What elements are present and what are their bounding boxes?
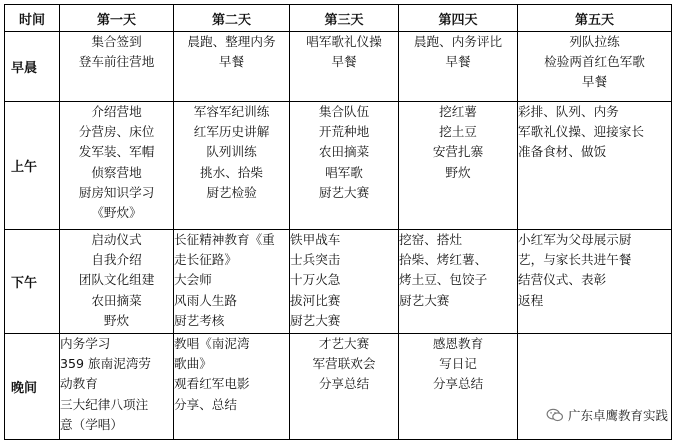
row-pm — [5, 230, 672, 334]
row-am — [5, 102, 672, 230]
period-pm: 下午 — [5, 230, 60, 334]
cell-line: 分享总结 — [432, 376, 484, 392]
cell-line: 团队文化组建 — [78, 272, 155, 288]
cell-line: 启动仪式 — [91, 232, 142, 247]
cell-morning-day2 — [174, 32, 290, 102]
cell-line: 分营房、床位 — [78, 124, 155, 140]
header-row — [5, 5, 672, 32]
cell-line: 唱军歌礼仪操 — [306, 34, 382, 49]
cell-line: 发军装、军帽 — [78, 144, 155, 160]
cell-line: 感恩教育 — [432, 336, 484, 351]
cell-line: 十万火急 — [290, 272, 341, 288]
header-day5: 第五天 — [518, 5, 672, 32]
cell-line: 大会师 — [174, 272, 212, 288]
cell-line: 《野炊》 — [91, 205, 142, 221]
cell-line: 359 旅南泥湾劳 — [60, 356, 152, 372]
cell-am-day1 — [60, 102, 174, 230]
cell-am-day5 — [518, 102, 672, 230]
cell-line: 军营联欢会 — [312, 356, 376, 372]
cell-line: 意（学唱） — [60, 416, 123, 432]
cell-line: 红军历史讲解 — [193, 124, 270, 140]
cell-line: 风雨人生路 — [174, 292, 237, 308]
cell-line: 集合队伍 — [318, 104, 370, 119]
wechat-icon — [546, 408, 564, 422]
cell-evening-day2 — [174, 334, 290, 440]
period-am: 上午 — [5, 102, 60, 230]
cell-morning-day4 — [399, 32, 518, 102]
cell-line: 拾柴、烤红薯、 — [399, 252, 488, 268]
header-time: 时间 — [5, 5, 60, 32]
cell-line: 检验两首红色军歌 — [544, 54, 645, 70]
cell-line: 早餐 — [218, 54, 245, 70]
cell-line: 彩排、队列、内务 — [518, 104, 619, 119]
schedule-table — [4, 4, 672, 440]
cell-pm-day5 — [518, 230, 672, 334]
cell-line: 厨房知识学习 — [78, 184, 155, 200]
cell-line: 写日记 — [439, 356, 477, 372]
cell-line: 三大纪律八项注 — [60, 396, 149, 412]
cell-line: 唱军歌 — [325, 164, 363, 180]
header-day4: 第四天 — [399, 5, 518, 32]
cell-line: 介绍营地 — [91, 104, 142, 119]
cell-line: 铁甲战车 — [290, 232, 341, 247]
cell-morning-day1 — [60, 32, 174, 102]
cell-line: 早餐 — [581, 74, 608, 90]
cell-line: 挑水、拾柴 — [200, 164, 263, 180]
cell-line: 集合签到 — [91, 34, 142, 49]
cell-line: 厨艺大赛 — [399, 292, 450, 308]
cell-am-day2 — [174, 102, 290, 230]
cell-line: 内务学习 — [60, 336, 111, 351]
cell-line: 挖土豆 — [439, 124, 477, 140]
cell-line: 挖红薯 — [439, 104, 477, 119]
cell-line: 走长征路》 — [174, 252, 237, 268]
cell-evening-day1 — [60, 334, 174, 440]
cell-line: 登车前往营地 — [78, 54, 155, 70]
cell-line: 烤土豆、包饺子 — [399, 272, 488, 288]
cell-pm-day3 — [290, 230, 399, 334]
watermark-text: 广东卓鹰教育实践 — [567, 408, 668, 423]
cell-pm-day2 — [174, 230, 290, 334]
period-morning: 早晨 — [5, 32, 60, 102]
cell-evening-day3 — [290, 334, 399, 440]
cell-line: 野炊 — [445, 164, 471, 180]
cell-line: 晨跑、内务评比 — [413, 34, 503, 49]
cell-line: 自我介绍 — [91, 252, 142, 268]
cell-morning-day5 — [518, 32, 672, 102]
cell-line: 早餐 — [331, 54, 357, 70]
header-day1: 第一天 — [60, 5, 174, 32]
cell-line: 侦察营地 — [91, 164, 142, 180]
cell-line: 拔河比赛 — [290, 292, 341, 308]
cell-line: 队列训练 — [206, 144, 257, 160]
cell-line: 军容军纪训练 — [193, 104, 270, 119]
cell-line: 厨艺检验 — [206, 184, 257, 200]
period-evening: 晚间 — [5, 334, 60, 440]
cell-line: 分享、总结 — [174, 396, 237, 412]
cell-line: 农田摘菜 — [318, 144, 370, 160]
cell-evening-day4 — [399, 334, 518, 440]
cell-am-day3 — [290, 102, 399, 230]
cell-line: 观看红军电影 — [174, 376, 250, 392]
cell-line: 军歌礼仪操、迎接家长 — [518, 124, 644, 140]
cell-line: 厨艺大赛 — [318, 184, 370, 200]
cell-line: 挖窑、搭灶 — [399, 232, 462, 247]
cell-line: 野炊 — [103, 312, 130, 328]
cell-line: 分享总结 — [318, 376, 370, 392]
cell-line: 士兵突击 — [290, 252, 341, 268]
cell-line: 歌曲》 — [174, 356, 212, 372]
cell-line: 早餐 — [445, 54, 471, 70]
cell-pm-day4 — [399, 230, 518, 334]
cell-morning-day3 — [290, 32, 399, 102]
cell-line: 晨跑、整理内务 — [187, 34, 276, 49]
cell-am-day4 — [399, 102, 518, 230]
cell-line: 列队拉练 — [569, 34, 620, 49]
cell-line: 准备食材、做饭 — [518, 144, 607, 160]
cell-line: 艺，与家长共进午餐 — [518, 252, 632, 268]
cell-line: 返程 — [518, 292, 544, 308]
cell-line: 小红军为父母展示厨 — [518, 232, 632, 247]
cell-line: 安营扎寨 — [432, 144, 484, 160]
cell-line: 动教育 — [60, 376, 98, 392]
cell-line: 才艺大赛 — [318, 336, 370, 351]
cell-line: 厨艺大赛 — [290, 312, 341, 328]
row-morning — [5, 32, 672, 102]
cell-line: 结营仪式、表彰 — [518, 272, 607, 288]
cell-line: 教唱《南泥湾 — [174, 336, 250, 351]
watermark — [544, 406, 670, 424]
cell-line: 农田摘菜 — [91, 292, 142, 308]
header-day2: 第二天 — [174, 5, 290, 32]
cell-pm-day1 — [60, 230, 174, 334]
cell-line: 开荒种地 — [318, 124, 370, 140]
cell-line: 厨艺考核 — [174, 312, 225, 328]
cell-line: 长征精神教育《重 — [174, 232, 275, 247]
header-day3: 第三天 — [290, 5, 399, 32]
